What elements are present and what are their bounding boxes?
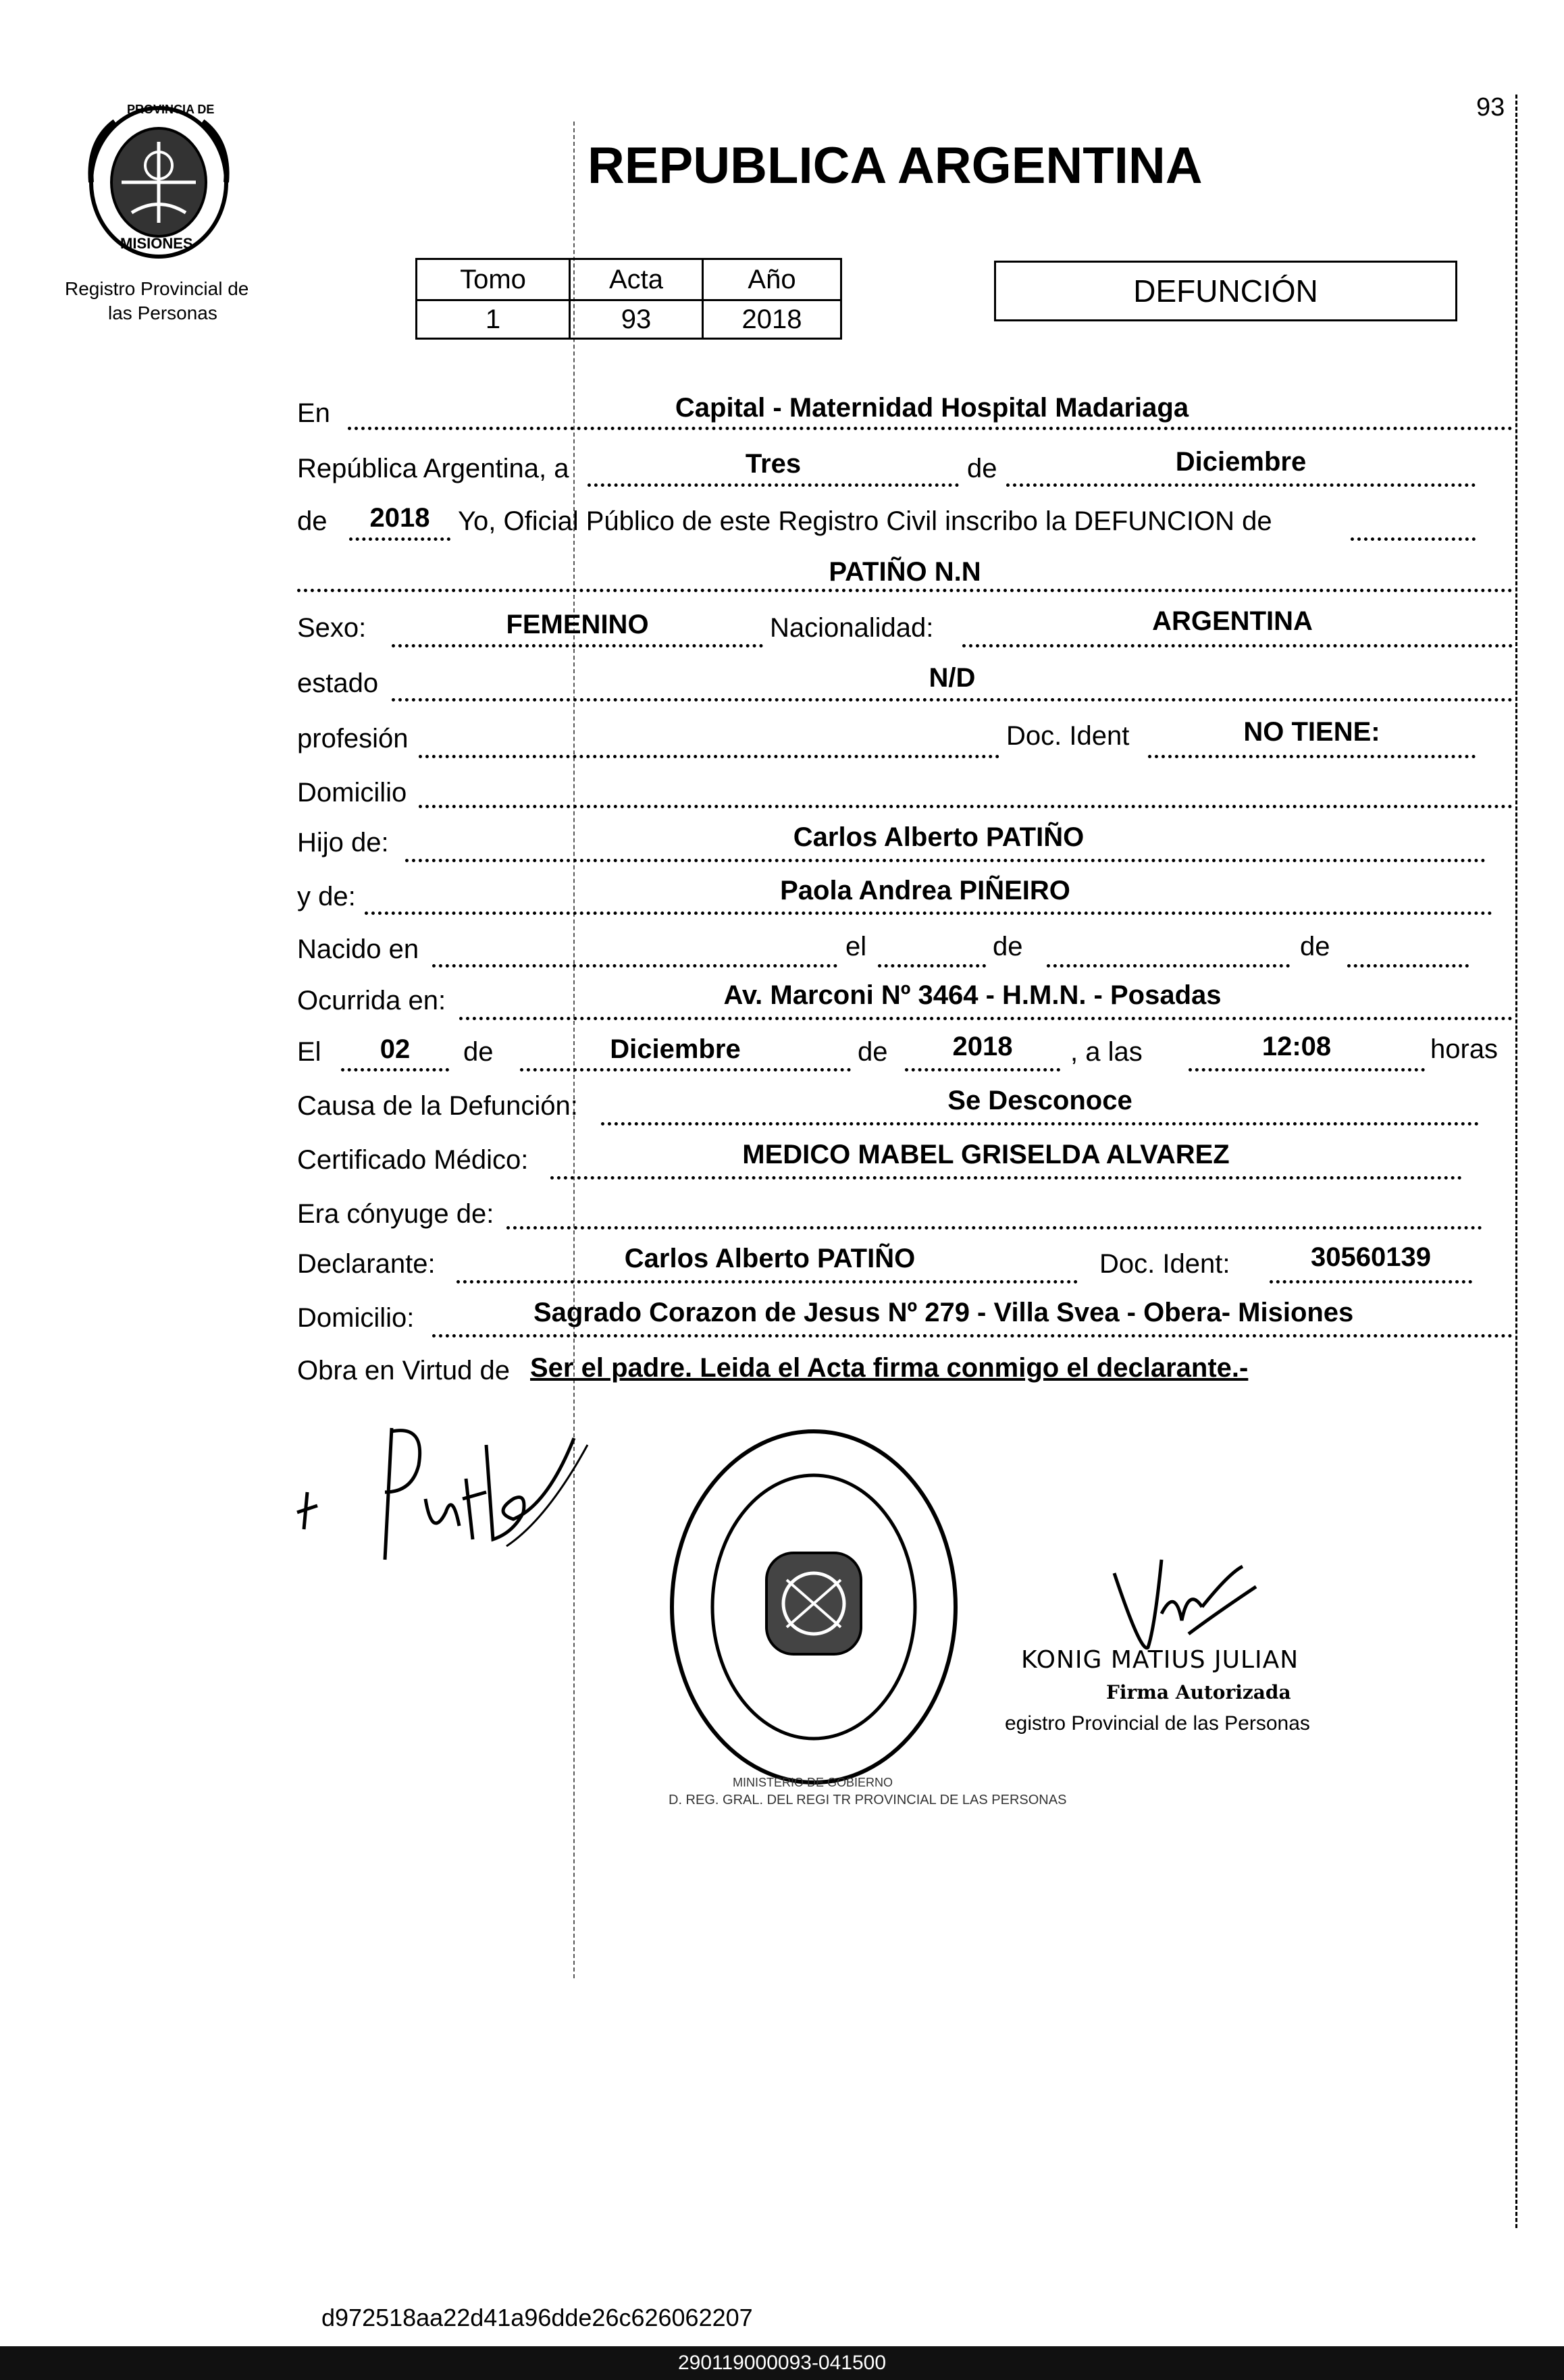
nacido-de-label: de	[993, 932, 1023, 961]
death-month: Diciembre	[610, 1034, 741, 1064]
en-line	[348, 427, 1513, 430]
nacido-month-line	[1047, 964, 1290, 968]
estado-line	[392, 698, 1513, 702]
doc-ident-label: Doc. Ident	[1006, 721, 1130, 751]
nacido-line	[432, 964, 837, 968]
death-day: 02	[380, 1034, 411, 1064]
month-value: Diciembre	[1175, 447, 1307, 477]
doc-ident2-label: Doc. Ident:	[1099, 1249, 1230, 1279]
republica-label: República Argentina, a	[297, 454, 569, 483]
domicilio-label: Domicilio	[297, 778, 407, 808]
registry-name-line2: las Personas	[108, 302, 217, 323]
nacido-day-line	[878, 964, 986, 968]
death-time: 12:08	[1261, 1032, 1332, 1061]
reference-value-acta: 93	[570, 300, 703, 339]
death-de2-label: de	[858, 1037, 888, 1067]
profesion-label: profesión	[297, 724, 409, 753]
declarant-signature	[290, 1404, 601, 1573]
nacionalidad-value: ARGENTINA	[1152, 606, 1313, 636]
oficial-line	[1351, 537, 1476, 541]
doc-ident2-line	[1270, 1280, 1472, 1284]
certificado-label: Certificado Médico:	[297, 1145, 529, 1175]
death-de-label: de	[463, 1037, 494, 1067]
official-stamp-icon	[665, 1425, 962, 1789]
el-label: El	[297, 1037, 321, 1067]
document-type-box: DEFUNCIÓN	[994, 261, 1457, 321]
ocurrida-line	[459, 1017, 1513, 1020]
reference-value-row	[417, 300, 841, 339]
doc-ident-line	[1148, 755, 1476, 758]
alas-label: , a las	[1070, 1037, 1143, 1067]
death-year-line	[905, 1068, 1060, 1072]
year-value: 2018	[369, 503, 430, 533]
deceased-name: PATIÑO N.N	[829, 557, 981, 587]
yde-line	[365, 911, 1492, 915]
nacionalidad-line	[962, 644, 1513, 647]
yde-value: Paola Andrea PIÑEIRO	[780, 876, 1070, 905]
death-day-line	[341, 1068, 449, 1072]
ocurrida-value: Av. Marconi Nº 3464 - H.M.N. - Posadas	[723, 980, 1222, 1010]
conyuge-label: Era cónyuge de:	[297, 1199, 494, 1229]
declarante-value: Carlos Alberto PATIÑO	[624, 1244, 916, 1273]
doc-ident2-value: 30560139	[1311, 1242, 1431, 1272]
estado-label: estado	[297, 668, 379, 698]
reference-value-ano: 2018	[703, 300, 841, 339]
domicilio2-value: Sagrado Corazon de Jesus Nº 279 - Villa Svea - Obera- Misiones	[533, 1298, 1354, 1327]
hijo-line	[405, 859, 1486, 862]
sexo-value: FEMENINO	[506, 610, 649, 639]
ocurrida-label: Ocurrida en:	[297, 986, 446, 1015]
oficial-text: Yo, Oficial Público de este Registro Civil inscribo la DEFUNCION de	[458, 506, 1272, 536]
horas-label: horas	[1430, 1034, 1498, 1064]
de-year-label: de	[297, 506, 328, 536]
reference-header-row	[417, 259, 841, 300]
month-line	[1006, 483, 1476, 487]
nacido-el-label: el	[845, 932, 867, 961]
profesion-line	[419, 755, 999, 758]
page-number: 93	[1476, 93, 1505, 122]
right-margin-line	[1515, 95, 1517, 2228]
yde-label: y de:	[297, 882, 356, 911]
causa-label: Causa de la Defunción:	[297, 1091, 578, 1121]
nacido-de2-label: de	[1300, 932, 1330, 961]
domicilio2-line	[432, 1334, 1513, 1338]
official-office: egistro Provincial de las Personas	[1005, 1712, 1310, 1735]
death-year: 2018	[952, 1032, 1013, 1061]
reference-header-tomo: Tomo	[417, 259, 570, 300]
official-signature	[1107, 1546, 1270, 1661]
nacido-label: Nacido en	[297, 934, 419, 964]
document-hash: d972518aa22d41a96dde26c626062207	[321, 2304, 753, 2331]
hijo-label: Hijo de:	[297, 828, 389, 857]
de-label: de	[967, 454, 997, 483]
causa-value: Se Desconoce	[947, 1086, 1132, 1115]
nacionalidad-label: Nacionalidad:	[770, 613, 934, 643]
sexo-line	[392, 644, 763, 647]
certificado-value: MEDICO MABEL GRISELDA ALVAREZ	[742, 1140, 1230, 1169]
death-time-line	[1189, 1068, 1425, 1072]
official-name: KONIG MATIUS JULIAN	[1021, 1646, 1299, 1674]
estado-value: N/D	[929, 663, 976, 693]
certificado-line	[550, 1176, 1462, 1180]
death-month-line	[520, 1068, 851, 1072]
day-line	[588, 483, 959, 487]
conyuge-line	[506, 1226, 1482, 1229]
en-label: En	[297, 398, 330, 428]
reference-value-tomo: 1	[417, 300, 570, 339]
stamp-inner-text: MINISTERIO DE GOBIERNO	[733, 1776, 893, 1789]
obra-value: Ser el padre. Leida el Acta firma conmigo el declarante.-	[530, 1353, 1249, 1383]
en-value: Capital - Maternidad Hospital Madariaga	[675, 393, 1189, 423]
reference-header-acta: Acta	[570, 259, 703, 300]
stamp-outer-text: D. REG. GRAL. DEL REGI TR PROVINCIAL DE LAS PERSONAS	[669, 1793, 1067, 1807]
official-role: Firma Autorizada	[1106, 1681, 1291, 1703]
seal-text-top: PROVINCIA DE	[127, 103, 215, 116]
year-line	[349, 537, 450, 541]
page-title: REPUBLICA ARGENTINA	[588, 137, 1203, 194]
declarante-line	[457, 1280, 1078, 1284]
day-value: Tres	[745, 449, 802, 479]
reference-table	[415, 258, 842, 340]
obra-label: Obra en Virtud de	[297, 1356, 511, 1385]
reference-header-ano: Año	[703, 259, 841, 300]
sexo-label: Sexo:	[297, 613, 367, 643]
seal-text-bottom: MISIONES	[120, 235, 193, 252]
hijo-value: Carlos Alberto PATIÑO	[793, 822, 1085, 852]
barcode-strip	[0, 2346, 1564, 2380]
domicilio-line	[419, 805, 1513, 808]
registry-name-line1: Registro Provincial de	[65, 278, 249, 299]
causa-line	[601, 1122, 1479, 1126]
name-line	[297, 589, 1513, 592]
barcode-text: 290119000093-041500	[677, 2352, 887, 2374]
doc-ident-value: NO TIENE:	[1243, 717, 1380, 747]
domicilio2-label: Domicilio:	[297, 1303, 415, 1333]
declarante-label: Declarante:	[297, 1249, 436, 1279]
nacido-year-line	[1347, 964, 1469, 968]
